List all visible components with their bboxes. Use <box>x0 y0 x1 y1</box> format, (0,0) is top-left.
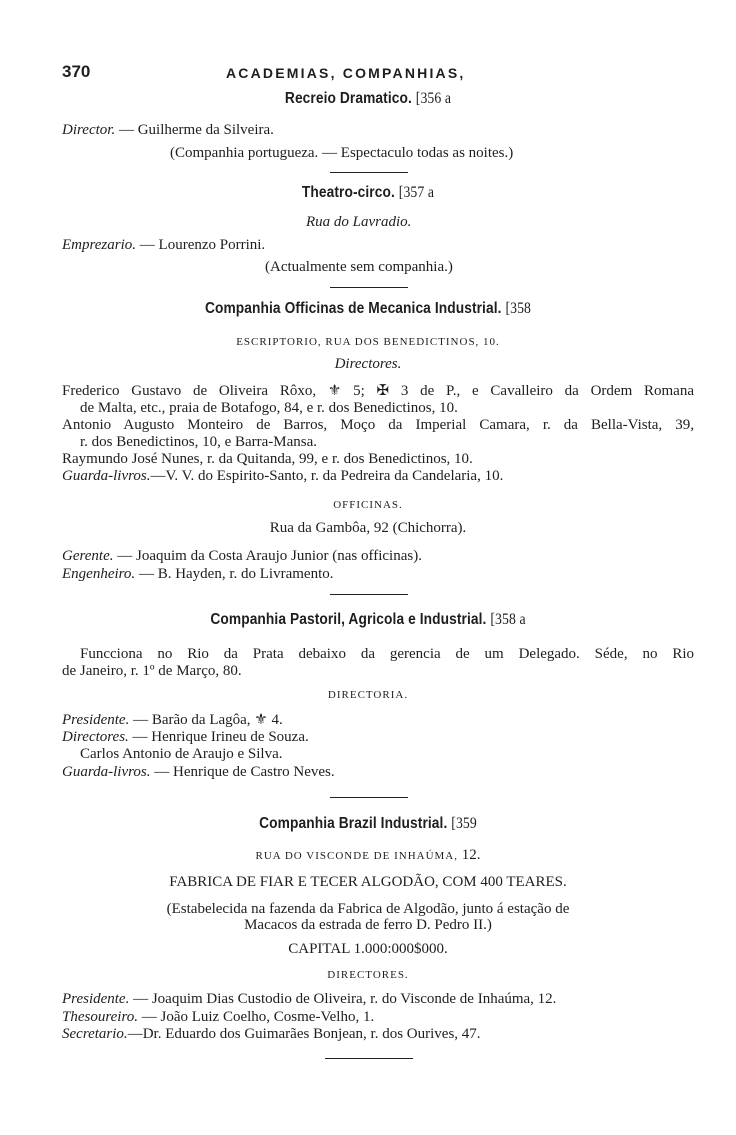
mecanica-director-line-3: Antonio Augusto Monteiro de Barros, Moço da Imperial Camara, r. da Bella-Vista, 39, <box>62 417 694 433</box>
mecanica-director-line-5: Raymundo José Nunes, r. da Quitanda, 99, e r. dos Benedictinos, 10. <box>62 451 473 467</box>
mecanica-bookkeeper-line <box>62 467 503 485</box>
mecanica-office: ESCRIPTORIO, RUA DOS BENEDICTINOS, 10. <box>236 336 500 348</box>
brazil-treasurer-role: Thesoureiro. <box>62 1009 138 1025</box>
pastoril-title: Companhia Pastoril, Agricola e Industrial. <box>210 611 487 628</box>
recreio-person: — Guilherme da Silveira. <box>118 122 274 138</box>
mecanica-manager: — Joaquim da Costa Araujo Junior (nas officinas). <box>117 548 422 564</box>
pastoril-president: — Barão da Lagôa, ⚜ 4. <box>133 712 283 728</box>
brazil-title: Companhia Brazil Industrial. <box>259 815 448 832</box>
recreio-role: Director. <box>62 122 116 138</box>
recreio-note: (Companhia portugueza. — Espectaculo todas as noites.) <box>170 145 514 161</box>
section-title-brazil <box>52 815 685 833</box>
brazil-secretary-role: Secretario. <box>62 1026 128 1042</box>
section-title-theatro <box>52 184 685 202</box>
pastoril-bookkeeper-line <box>62 763 335 781</box>
mecanica-bookkeeper-role: Guarda-livros. <box>62 468 151 484</box>
brazil-location-line-2: Macacos da estrada de ferro D. Pedro II.) <box>244 917 492 933</box>
recreio-ref: [356 a <box>415 90 452 107</box>
brazil-president: — Joaquim Dias Custodio de Oliveira, r. do Visconde de Inhaúma, 12. <box>133 991 557 1007</box>
mecanica-manager-line <box>62 547 422 565</box>
mecanica-director-line-1: Frederico Gustavo de Oliveira Rôxo, ⚜ 5; ✠ 3 de P., e Cavalleiro da Ordem Romana <box>62 383 694 399</box>
recreio-title: Recreio Dramatico. <box>284 90 412 107</box>
divider-rule <box>330 594 408 595</box>
theatro-emprezario-line <box>62 236 265 254</box>
section-title-recreio <box>52 90 685 108</box>
pastoril-directors-role: Directores. <box>62 729 129 745</box>
pastoril-director-2: Carlos Antonio de Araujo e Silva. <box>80 746 283 762</box>
pastoril-desc-line-2: de Janeiro, r. 1º de Março, 80. <box>62 663 242 679</box>
theatro-title: Theatro-circo. <box>301 184 395 201</box>
theatro-person: — Lourenzo Porrini. <box>139 237 266 253</box>
brazil-street: RUA DO VISCONDE DE INHAÚMA, <box>255 850 458 862</box>
mecanica-workshops-address: Rua da Gambôa, 92 (Chichorra). <box>269 520 467 536</box>
mecanica-bookkeeper: —V. V. do Espirito-Santo, r. da Pedreira da Candelaria, 10. <box>150 468 504 484</box>
pastoril-director-1: — Henrique Irineu de Souza. <box>132 729 309 745</box>
theatro-ref: [357 a <box>398 184 435 201</box>
section-title-mecanica <box>52 300 685 318</box>
mecanica-engineer: — B. Hayden, r. do Livramento. <box>138 566 334 582</box>
pastoril-bookkeeper: — Henrique de Castro Neves. <box>154 764 335 780</box>
pastoril-ref: [358 a <box>490 611 526 628</box>
theatro-note: (Actualmente sem companhia.) <box>265 259 453 275</box>
theatro-address: Rua do Lavradio. <box>306 214 412 230</box>
brazil-secretary: —Dr. Eduardo dos Guimarães Bonjean, r. dos Ourives, 47. <box>127 1026 481 1042</box>
brazil-treasurer-line <box>62 1008 374 1026</box>
divider-rule <box>330 172 408 173</box>
mecanica-engineer-role: Engenheiro. <box>62 566 136 582</box>
pastoril-desc-line-1: Funcciona no Rio da Prata debaixo da gerencia de um Delegado. Séde, no Rio <box>80 646 694 662</box>
divider-rule <box>330 797 408 798</box>
brazil-street-number: 12. <box>461 847 481 863</box>
page-number: 370 <box>62 62 91 81</box>
mecanica-ref: [358 <box>505 300 532 317</box>
mecanica-workshops-heading: OFFICINAS. <box>333 499 403 511</box>
brazil-treasurer: — João Luiz Coelho, Cosme-Velho, 1. <box>141 1009 375 1025</box>
pastoril-board-heading: DIRECTORIA. <box>327 689 409 701</box>
divider-rule <box>330 287 408 288</box>
brazil-capital: CAPITAL 1.000:000$000. <box>288 941 448 957</box>
mecanica-director-line-4: r. dos Benedictinos, 10, e Barra-Mansa. <box>80 434 318 450</box>
pastoril-president-line <box>62 711 283 729</box>
mecanica-directors-heading: Directores. <box>334 356 402 372</box>
mecanica-title: Companhia Officinas de Mecanica Industrial. <box>204 300 502 317</box>
pastoril-president-role: Presidente. <box>62 712 130 728</box>
recreio-director-line <box>62 121 274 139</box>
brazil-president-role: Presidente. <box>62 991 130 1007</box>
mecanica-director-line-2: de Malta, etc., praia de Botafogo, 84, e r. dos Benedictinos, 10. <box>80 400 458 416</box>
brazil-ref: [359 <box>451 815 477 832</box>
brazil-location-line-1: (Estabelecida na fazenda da Fabrica de Algodão, junto á estação de <box>166 901 570 917</box>
mecanica-manager-role: Gerente. <box>62 548 114 564</box>
pastoril-directors-line <box>62 728 309 746</box>
brazil-president-line <box>62 990 556 1008</box>
brazil-directors-heading: DIRECTORES. <box>327 969 409 981</box>
brazil-secretary-line <box>62 1025 481 1043</box>
brazil-street-line <box>0 846 736 865</box>
brazil-factory: FABRICA DE FIAR E TECER ALGODÃO, COM 400 TEARES. <box>169 874 567 890</box>
section-title-pastoril <box>52 611 685 629</box>
divider-rule <box>325 1058 413 1059</box>
mecanica-engineer-line <box>62 565 333 583</box>
theatro-role: Emprezario. <box>62 237 137 253</box>
pastoril-bookkeeper-role: Guarda-livros. <box>62 764 151 780</box>
running-head: ACADEMIAS, COMPANHIAS, <box>226 65 466 81</box>
